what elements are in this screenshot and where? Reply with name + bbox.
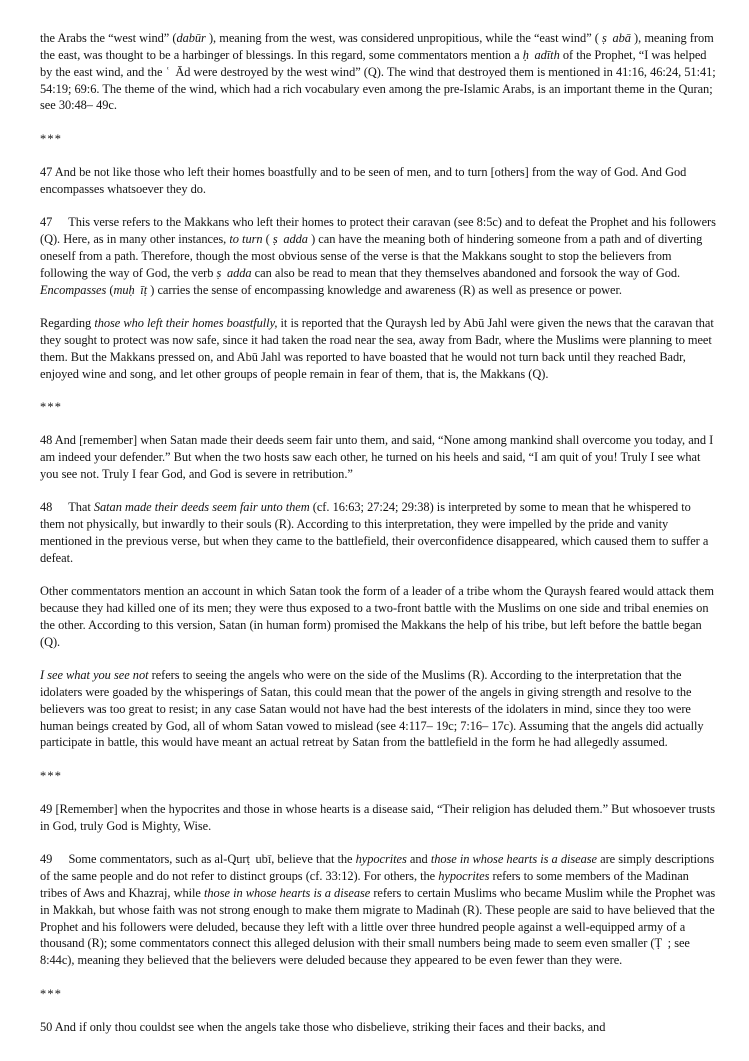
verse-text-50: 50 And if only thou couldst see when the angels take those who disbelieve, striking their faces and their backs, and bbox=[40, 1019, 606, 1034]
section-separator-3: *** bbox=[40, 768, 63, 783]
commentary-block-48-isee: I see what you see not refers to seeing the angels who were on the side of the Muslims (R). According to the interpretation that the idolaters were goaded by the whisperings of Satan, this could mean that the power of the angels in giving strength and resolve to the believers was too great to resist; in any case Satan would not have had the best interests of the idolaters in mind, since they too were human beings created by God, all of whom Satan vowed to mislead (see 4:117– 19c; 7:16– 17c). Assuming that the angels did actually participate in battle, this would have meant an actual retreat by Satan from the battlefield in the form he had allegedly assumed. bbox=[40, 667, 704, 750]
commentary-block-48-other: Other commentators mention an account in which Satan took the form of a leader of a tribe whom the Quraysh feared would attack them because they had killed one of its men; they were thus exposed to a two-front battle with the Muslims on one side and tribal enemies on the other. According to this version, Satan (in human form) promised the Makkans the help of his tribe, but left before the battle began (Q). bbox=[40, 584, 714, 649]
phrase-satan-made-deeds-fair: Satan made their deeds seem fair unto them bbox=[93, 500, 310, 515]
phrase-those-hearts-disease-2: those in whose hearts is a disease bbox=[204, 885, 371, 900]
phrase-i-see-what-you-see-not: I see what you see not bbox=[40, 667, 149, 682]
commentary-number-47: 47 bbox=[40, 215, 53, 230]
commentary-block-47-regarding: Regarding those who left their homes boastfully, it is reported that the Quraysh led by Abū Jahl were given the news that the caravan that they sought to protect was now safe, since it had taken the road near the sea, away from Badr, where the Muslims were planning to meet them. But the Makkans pressed on, and Abū Jahl was reported to have boasted that he would not turn back until they reached Badr, enjoyed wine and song, and let other groups of people remain in fear of them, that is, the Makkans (Q). bbox=[40, 315, 714, 381]
transliteration-saba: ṣ abā bbox=[602, 31, 631, 45]
transliteration-dabur: dabūr bbox=[176, 31, 206, 45]
commentary-block-48: 48 That Satan made their deeds seem fair unto them (cf. 16:63; 27:24; 29:38) is interpreted by some to mean that he whispered to them not physically, but inwardly to their souls (R). According to this interpretation, they were impelled by the pride and vanity mentioned in the previous verse, but when they came to the battlefield, their overconfidence disappeared, which caused them to suffer a defeat. bbox=[40, 500, 709, 565]
commentary-number-49: 49 bbox=[40, 852, 53, 867]
verse-number-47: 47 bbox=[40, 165, 53, 180]
verse-number-50: 50 bbox=[40, 1019, 53, 1034]
paragraph-wind-commentary: the Arabs the “west wind” (dabūr ), meaning from the west, was considered unpropitious, while the “east wind” ( ṣ abā ), meaning from the east, was thought to be a harbinger of blessings. In this regard, some commentators mention a ḥ adīth of the Prophet, “I was helped by the east wind, and the ʿ Ād were destroyed by the west wind” (Q). The wind that destroyed them is mentioned in 41:16, 46:24, 51:41; 54:19; 69:6. The theme of the wind, which had a rich vocabulary even among the pre-Islamic Arabs, is an important theme in the Quran; see 30:48– 49c. bbox=[40, 31, 716, 113]
phrase-encompasses: Encompasses bbox=[40, 282, 107, 297]
transliteration-hadith: ḥ adīth bbox=[522, 47, 560, 62]
verse-number-49: 49 bbox=[40, 802, 53, 817]
phrase-hypocrites-2: hypocrites bbox=[438, 869, 490, 884]
section-separator: *** bbox=[40, 131, 63, 146]
phrase-to-turn: to turn bbox=[229, 232, 263, 247]
transliteration-sadda-2: ṣ adda bbox=[216, 265, 252, 280]
verse-text-47: 47 And be not like those who left their homes boastfully and to be seen of men, and to turn [others] from the way of God. And God encompasses whatsoever they do. bbox=[40, 165, 687, 196]
commentary-number-48: 48 bbox=[40, 500, 53, 515]
commentary-block-47: 47 This verse refers to the Makkans who left their homes to protect their caravan (see 8:5c) and to defeat the Prophet and his followers (Q). Here, as in many other instances, to turn ( ṣ adda ) can have the meaning both of hindering someone from a path and of diverting oneself from a path. Therefore, though the most obvious sense of the verse is that the Makkans sought to stop the believers from following the way of God, the verb ṣ adda can also be read to mean that they themselves abandoned and forsook the way of God. Encompasses (muḥ īṭ ) carries the sense of encompassing knowledge and awareness (R) as well as presence or power. bbox=[40, 215, 716, 297]
phrase-those-who-left: those who left their homes boastfully, bbox=[94, 315, 278, 330]
transliteration-sadda: ṣ adda bbox=[272, 232, 308, 247]
phrase-those-hearts-disease: those in whose hearts is a disease bbox=[430, 852, 597, 867]
verse-number-48: 48 bbox=[40, 433, 53, 448]
transliteration-muhit: muḥ īṭ bbox=[113, 282, 148, 297]
verse-text-48: 48 And [remember] when Satan made their deeds seem fair unto them, and said, “None among mankind shall overcome you today, and I am indeed your defender.” But when the two hosts saw each other, he turned on his heels and said, “I am quit of you! Truly I see what you see not. Truly I fear God, and God is severe in retribution.” bbox=[40, 433, 714, 481]
commentary-block-49: 49 Some commentators, such as al-Qurṭ ubī, believe that the hypocrites and those in whose hearts is a disease are simply descriptions of the same people and do not refer to distinct groups (cf. 33:12). For others, the hypocrites refers to some members of the Madinan tribes of Aws and Khazraj, while those in whose hearts is a disease refers to certain Muslims who became Muslim while the Prophet was in Makkah, but whose faith was not strong enough to make them migrate to Madinah (R). These people are said to have believed that the Prophet and his followers were deluded, because they left with a little over three hundred people against a well-equipped army of a thousand (R); some commentators connect this alleged delusion with their small numbers being made to seem even smaller (Ṭ ; see 8:44c), meaning they believed that the believers were deluded because they appeared to be even fewer than they were. bbox=[40, 852, 716, 968]
phrase-hypocrites: hypocrites bbox=[355, 852, 407, 867]
verse-text-49: 49 [Remember] when the hypocrites and those in whose hearts is a disease said, “Their religion has deluded them.” But whosoever trusts in God, truly God is Mighty, Wise. bbox=[40, 802, 715, 833]
section-separator-4: *** bbox=[40, 986, 63, 1001]
section-separator-2: *** bbox=[40, 399, 63, 414]
